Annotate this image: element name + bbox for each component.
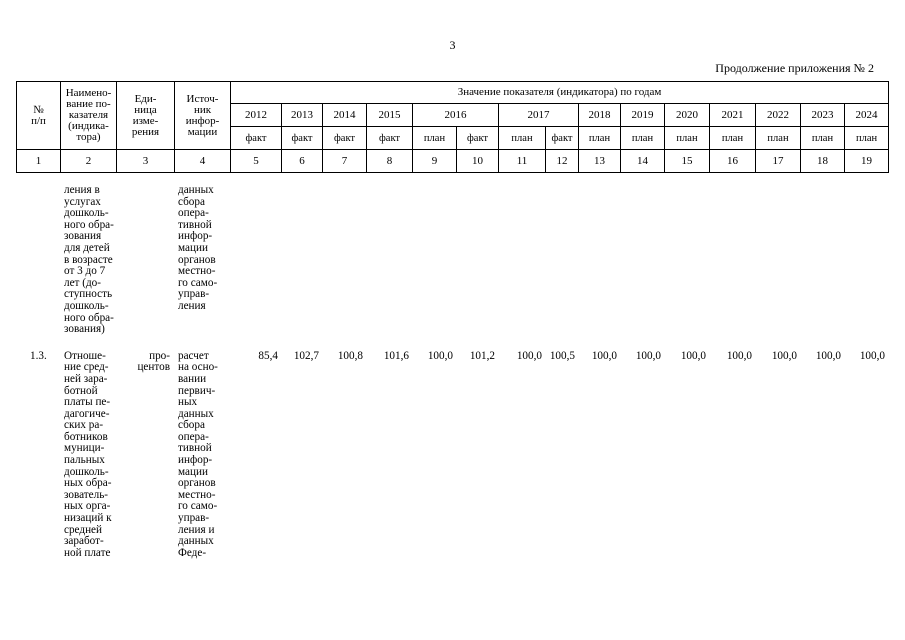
value-cell: 100,0 <box>427 349 453 362</box>
value-cell <box>800 185 844 351</box>
table-row <box>16 351 888 560</box>
row-index: 1.3. <box>30 349 47 362</box>
indicator-table-body <box>16 185 888 559</box>
subtype-header: факт <box>546 127 579 150</box>
col-index: 18 <box>801 150 845 173</box>
col-index: 15 <box>665 150 710 173</box>
year-header: 2019 <box>621 104 665 127</box>
value-cell: 100,0 <box>726 349 752 362</box>
unit-of-measure <box>116 185 174 351</box>
year-header: 2015 <box>367 104 413 127</box>
subtype-header: факт <box>323 127 367 150</box>
value-cell: 100,0 <box>680 349 706 362</box>
row-index <box>16 185 60 351</box>
information-source: расчет на осно- вании первич- ных данных сбора опера- тивной инфор- мации органов местно- го само- управ- ления и данных Феде- <box>178 349 218 559</box>
col-unit-header: Еди- ница изме- рения <box>117 82 175 150</box>
value-cell <box>664 185 709 351</box>
year-header: 2022 <box>756 104 801 127</box>
col-index: 4 <box>175 150 231 173</box>
value-cell: 100,0 <box>771 349 797 362</box>
value-cell <box>412 185 456 351</box>
col-index: 5 <box>231 150 282 173</box>
subtype-header: план <box>801 127 845 150</box>
indicator-table-header <box>16 81 889 173</box>
value-cell <box>366 185 412 351</box>
value-cell <box>456 185 498 351</box>
year-header: 2021 <box>710 104 756 127</box>
subtype-header: план <box>413 127 457 150</box>
subtype-header: факт <box>367 127 413 150</box>
col-index: 7 <box>323 150 367 173</box>
year-header: 2024 <box>845 104 889 127</box>
col-index: 16 <box>710 150 756 173</box>
col-number-header: № п/п <box>17 82 61 150</box>
value-cell <box>755 185 800 351</box>
table-row <box>16 185 888 351</box>
subtype-header: факт <box>231 127 282 150</box>
unit-of-measure: про- центов <box>137 349 170 374</box>
subtype-header: план <box>579 127 621 150</box>
year-header: 2013 <box>282 104 323 127</box>
value-cell: 101,6 <box>383 349 409 362</box>
value-cell: 100,0 <box>516 349 542 362</box>
col-index: 11 <box>499 150 546 173</box>
information-source: данных сбора опера- тивной инфор- мации органов местно- го само- управ- ления <box>178 184 218 312</box>
values-group-header: Значение показателя (индикатора) по годам <box>231 82 889 104</box>
value-cell: 85,4 <box>258 349 278 362</box>
value-cell <box>578 185 620 351</box>
year-header: 2018 <box>579 104 621 127</box>
value-cell <box>545 185 578 351</box>
col-index: 8 <box>367 150 413 173</box>
subtype-header: факт <box>282 127 323 150</box>
subtype-header: план <box>710 127 756 150</box>
subtype-header: план <box>499 127 546 150</box>
value-cell: 100,0 <box>591 349 617 362</box>
value-cell: 101,2 <box>469 349 495 362</box>
value-cell: 100,5 <box>549 349 575 362</box>
value-cell: 100,0 <box>859 349 885 362</box>
col-source-header: Источ- ник инфор- мации <box>175 82 231 150</box>
value-cell <box>281 185 322 351</box>
col-index: 6 <box>282 150 323 173</box>
col-index: 19 <box>845 150 889 173</box>
col-index: 10 <box>457 150 499 173</box>
value-cell <box>230 185 281 351</box>
subtype-header: план <box>665 127 710 150</box>
value-cell: 100,8 <box>337 349 363 362</box>
col-index: 9 <box>413 150 457 173</box>
col-index: 17 <box>756 150 801 173</box>
value-cell: 102,7 <box>293 349 319 362</box>
value-cell <box>620 185 664 351</box>
value-cell <box>844 185 888 351</box>
value-cell <box>709 185 755 351</box>
year-header: 2012 <box>231 104 282 127</box>
col-index: 1 <box>17 150 61 173</box>
year-header: 2014 <box>323 104 367 127</box>
col-index: 13 <box>579 150 621 173</box>
col-index: 14 <box>621 150 665 173</box>
col-index: 12 <box>546 150 579 173</box>
year-header: 2020 <box>665 104 710 127</box>
col-index: 2 <box>61 150 117 173</box>
value-cell <box>322 185 366 351</box>
subtype-header: факт <box>457 127 499 150</box>
year-header: 2017 <box>499 104 579 127</box>
indicator-name: Отноше- ние сред- ней зара- ботной платы пе- дагогиче- ских ра- ботников муници- пальных дошколь- ных обра- зователь- ных орга- низаций к средней заработ- ной плате <box>64 349 112 559</box>
page-number: 3 <box>449 38 456 52</box>
year-header: 2016 <box>413 104 499 127</box>
col-index: 3 <box>117 150 175 173</box>
subtype-header: план <box>756 127 801 150</box>
subtype-header: план <box>845 127 889 150</box>
value-cell: 100,0 <box>635 349 661 362</box>
value-cell: 100,0 <box>815 349 841 362</box>
col-name-header: Наимено- вание по- казателя (индика- тора) <box>61 82 117 150</box>
indicator-name: ления в услугах дошколь- ного обра- зования для детей в возрасте от 3 до 7 лет (до- ступность дошколь- ного обра- зования) <box>64 184 114 336</box>
subtype-header: план <box>621 127 665 150</box>
year-header: 2023 <box>801 104 845 127</box>
appendix-note: Продолжение приложения № 2 <box>715 61 874 75</box>
value-cell <box>498 185 545 351</box>
